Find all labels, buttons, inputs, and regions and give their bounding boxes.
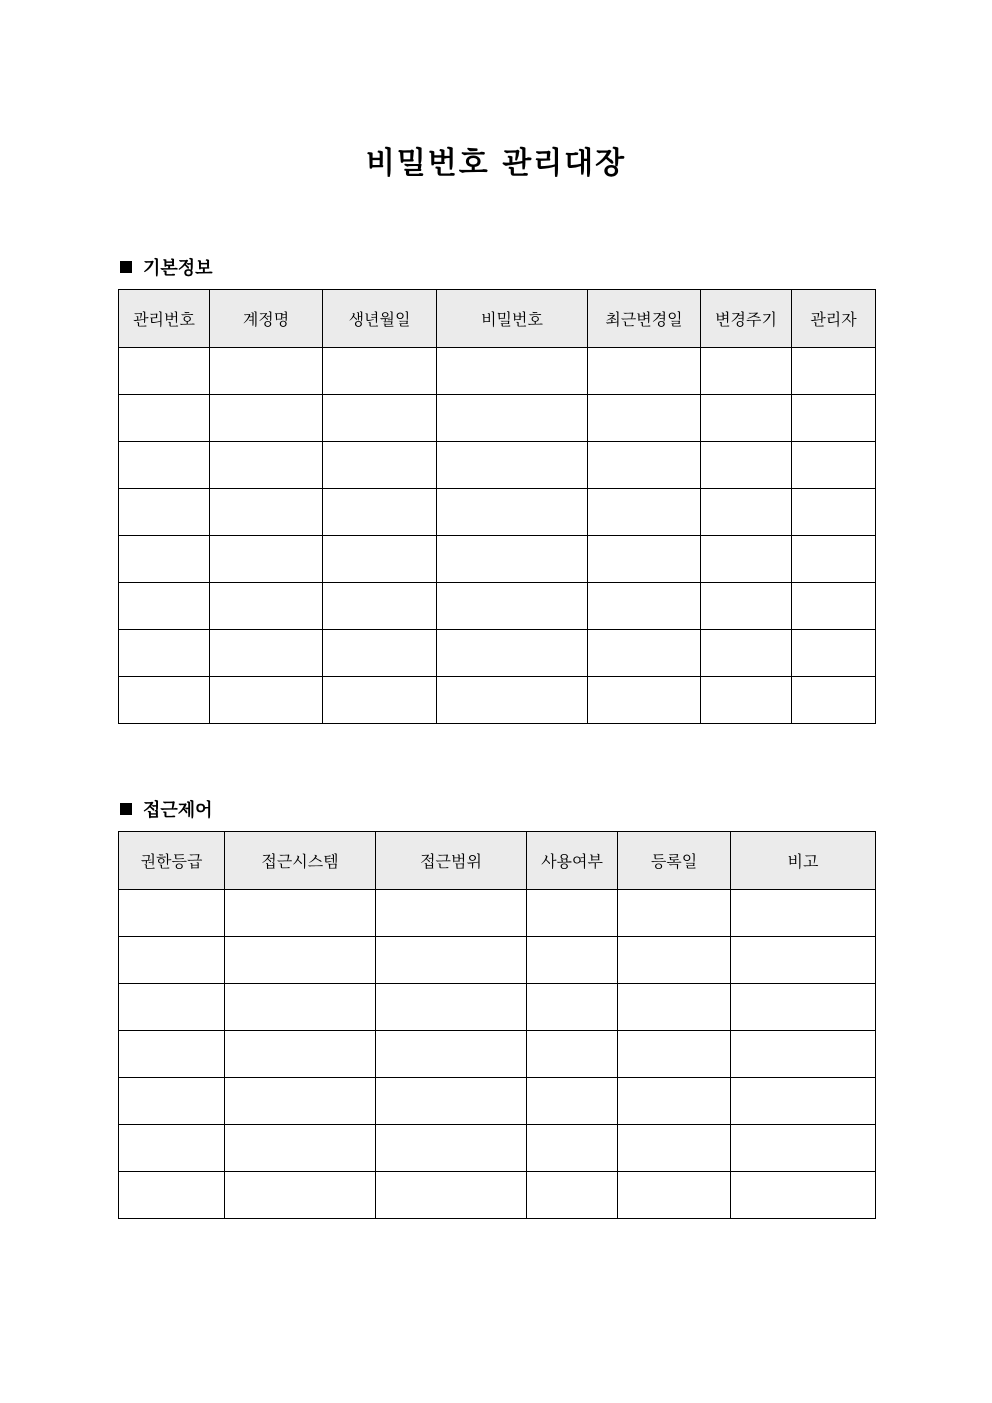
table-cell[interactable] <box>731 890 876 937</box>
table-cell[interactable] <box>210 677 323 724</box>
table-row <box>119 489 876 536</box>
table-cell[interactable] <box>701 630 792 677</box>
table-cell[interactable] <box>210 489 323 536</box>
column-header-account-name: 계정명 <box>210 290 323 348</box>
column-header-access-scope: 접근범위 <box>376 832 527 890</box>
table-row <box>119 1078 876 1125</box>
table-row <box>119 677 876 724</box>
table-cell[interactable] <box>376 1078 527 1125</box>
table-cell[interactable] <box>618 1172 731 1219</box>
table-cell[interactable] <box>792 395 876 442</box>
table-cell[interactable] <box>792 536 876 583</box>
column-header-management-number: 관리번호 <box>119 290 210 348</box>
table-cell[interactable] <box>225 1172 376 1219</box>
table-cell[interactable] <box>225 1125 376 1172</box>
table-cell[interactable] <box>376 1125 527 1172</box>
table-cell[interactable] <box>376 984 527 1031</box>
table-cell[interactable] <box>437 395 588 442</box>
table-row <box>119 583 876 630</box>
table-cell[interactable] <box>323 489 437 536</box>
table-cell[interactable] <box>588 677 701 724</box>
column-header-remarks: 비고 <box>731 832 876 890</box>
table-cell[interactable] <box>119 395 210 442</box>
table-cell[interactable] <box>588 489 701 536</box>
table-cell[interactable] <box>210 442 323 489</box>
table-header-row <box>119 290 876 348</box>
table-row <box>119 1172 876 1219</box>
table-cell[interactable] <box>588 395 701 442</box>
access-control-table-body <box>119 890 876 1219</box>
table-cell[interactable] <box>210 583 323 630</box>
table-cell[interactable] <box>119 536 210 583</box>
column-header-password: 비밀번호 <box>437 290 588 348</box>
table-cell[interactable] <box>376 1172 527 1219</box>
table-cell[interactable] <box>119 348 210 395</box>
table-cell[interactable] <box>210 536 323 583</box>
table-cell[interactable] <box>792 489 876 536</box>
table-row <box>119 937 876 984</box>
table-row <box>119 890 876 937</box>
section-heading-label: 기본정보 <box>143 258 213 279</box>
table-cell[interactable] <box>323 583 437 630</box>
section-heading-label: 접근제어 <box>143 800 213 821</box>
table-cell[interactable] <box>618 1031 731 1078</box>
table-cell[interactable] <box>792 583 876 630</box>
table-cell[interactable] <box>323 395 437 442</box>
table-row <box>119 630 876 677</box>
table-cell[interactable] <box>119 442 210 489</box>
table-cell[interactable] <box>792 677 876 724</box>
table-cell[interactable] <box>437 489 588 536</box>
table-cell[interactable] <box>437 677 588 724</box>
table-cell[interactable] <box>323 677 437 724</box>
table-cell[interactable] <box>701 348 792 395</box>
basic-info-table-body <box>119 348 876 724</box>
table-cell[interactable] <box>210 395 323 442</box>
table-row <box>119 1031 876 1078</box>
table-row <box>119 1125 876 1172</box>
table-header-row <box>119 832 876 890</box>
table-cell[interactable] <box>527 1125 618 1172</box>
column-header-manager: 관리자 <box>792 290 876 348</box>
table-cell[interactable] <box>731 1125 876 1172</box>
table-cell[interactable] <box>618 937 731 984</box>
table-cell[interactable] <box>323 442 437 489</box>
table-cell[interactable] <box>792 630 876 677</box>
table-cell[interactable] <box>119 677 210 724</box>
table-cell[interactable] <box>618 890 731 937</box>
table-cell[interactable] <box>731 1031 876 1078</box>
basic-info-table <box>118 289 876 724</box>
table-cell[interactable] <box>119 1078 225 1125</box>
table-cell[interactable] <box>225 1078 376 1125</box>
table-cell[interactable] <box>119 1172 225 1219</box>
table-row <box>119 536 876 583</box>
table-cell[interactable] <box>119 1125 225 1172</box>
table-cell[interactable] <box>618 1078 731 1125</box>
table-cell[interactable] <box>701 395 792 442</box>
table-row <box>119 984 876 1031</box>
table-cell[interactable] <box>618 984 731 1031</box>
table-cell[interactable] <box>323 630 437 677</box>
table-cell[interactable] <box>323 348 437 395</box>
table-cell[interactable] <box>792 348 876 395</box>
table-cell[interactable] <box>701 489 792 536</box>
table-cell[interactable] <box>225 984 376 1031</box>
table-row <box>119 395 876 442</box>
table-cell[interactable] <box>527 1172 618 1219</box>
table-cell[interactable] <box>437 536 588 583</box>
table-cell[interactable] <box>119 630 210 677</box>
table-cell[interactable] <box>701 442 792 489</box>
table-cell[interactable] <box>225 1031 376 1078</box>
table-cell[interactable] <box>588 536 701 583</box>
table-cell[interactable] <box>588 442 701 489</box>
table-cell[interactable] <box>225 937 376 984</box>
table-cell[interactable] <box>731 1078 876 1125</box>
table-cell[interactable] <box>437 442 588 489</box>
square-bullet-icon <box>120 803 132 815</box>
table-cell[interactable] <box>119 583 210 630</box>
table-cell[interactable] <box>119 489 210 536</box>
table-cell[interactable] <box>527 890 618 937</box>
table-cell[interactable] <box>119 937 225 984</box>
table-cell[interactable] <box>731 984 876 1031</box>
column-header-last-changed: 최근변경일 <box>588 290 701 348</box>
table-cell[interactable] <box>119 890 225 937</box>
table-cell[interactable] <box>210 630 323 677</box>
table-cell[interactable] <box>527 1031 618 1078</box>
table-cell[interactable] <box>225 890 376 937</box>
table-cell[interactable] <box>588 348 701 395</box>
section-heading-access-control <box>120 796 213 822</box>
table-row <box>119 442 876 489</box>
table-cell[interactable] <box>527 1078 618 1125</box>
column-header-permission-level: 권한등급 <box>119 832 225 890</box>
table-cell[interactable] <box>527 937 618 984</box>
square-bullet-icon <box>120 261 132 273</box>
table-cell[interactable] <box>701 677 792 724</box>
table-cell[interactable] <box>376 1031 527 1078</box>
table-cell[interactable] <box>323 536 437 583</box>
table-row <box>119 348 876 395</box>
table-cell[interactable] <box>701 583 792 630</box>
table-cell[interactable] <box>731 1172 876 1219</box>
table-cell[interactable] <box>588 583 701 630</box>
column-header-registration-date: 등록일 <box>618 832 731 890</box>
table-cell[interactable] <box>437 583 588 630</box>
page-title: 비밀번호 관리대장 <box>365 146 627 181</box>
table-cell[interactable] <box>701 536 792 583</box>
table-cell[interactable] <box>119 1031 225 1078</box>
column-header-in-use: 사용여부 <box>527 832 618 890</box>
column-header-access-system: 접근시스템 <box>225 832 376 890</box>
table-cell[interactable] <box>437 630 588 677</box>
table-cell[interactable] <box>792 442 876 489</box>
table-cell[interactable] <box>527 984 618 1031</box>
table-cell[interactable] <box>588 630 701 677</box>
section-heading-basic-info <box>120 254 213 280</box>
table-cell[interactable] <box>376 890 527 937</box>
table-cell[interactable] <box>731 937 876 984</box>
column-header-birth-date: 생년월일 <box>323 290 437 348</box>
access-control-table <box>118 831 876 1219</box>
table-cell[interactable] <box>376 937 527 984</box>
table-cell[interactable] <box>210 348 323 395</box>
table-cell[interactable] <box>437 348 588 395</box>
table-cell[interactable] <box>618 1125 731 1172</box>
table-cell[interactable] <box>119 984 225 1031</box>
column-header-change-cycle: 변경주기 <box>701 290 792 348</box>
